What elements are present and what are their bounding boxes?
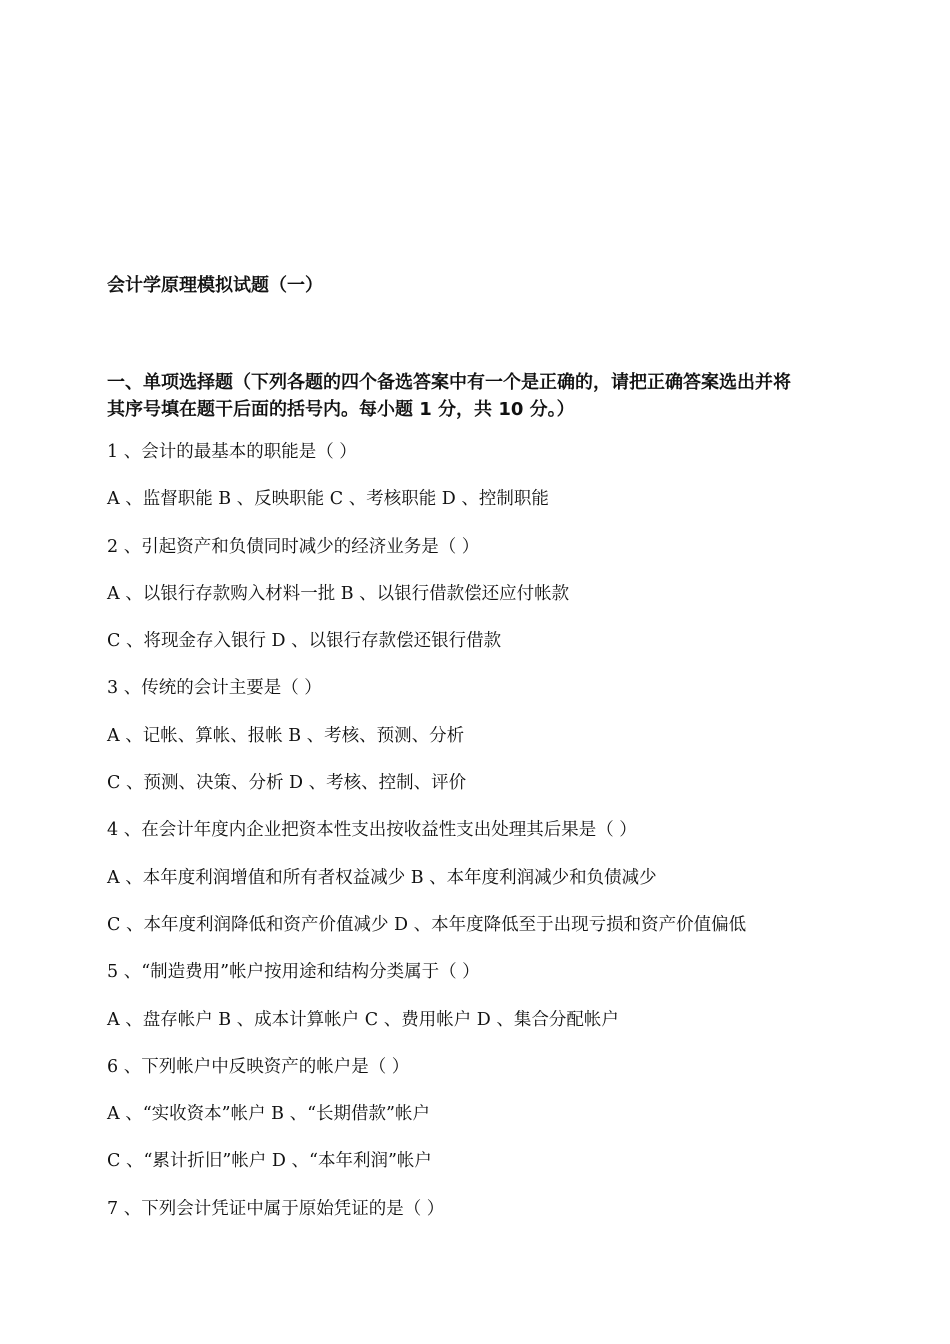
section-heading-line-2: 其序号填在题干后面的括号内。每小题 1 分，共 10 分。） — [107, 399, 575, 420]
question-2-stem: 2 、引起资产和负债同时减少的经济业务是（ ） — [107, 536, 480, 557]
page-title: 会计学原理模拟试题（一） — [107, 275, 323, 296]
question-6-options-cd: C 、“累计折旧”帐户 D 、“本年利润”帐户 — [107, 1151, 432, 1172]
question-3-stem: 3 、传统的会计主要是（ ） — [107, 678, 322, 699]
question-5-options: A 、盘存帐户 B 、成本计算帐户 C 、费用帐户 D 、集合分配帐户 — [107, 1009, 619, 1030]
question-list — [107, 438, 867, 1242]
question-6-options-ab: A 、“实收资本”帐户 B 、“长期借款”帐户 — [107, 1104, 430, 1125]
question-2-options-cd: C 、将现金存入银行 D 、以银行存款偿还银行借款 — [107, 631, 502, 652]
question-7-stem: 7 、下列会计凭证中属于原始凭证的是（ ） — [107, 1198, 445, 1219]
question-3-options-ab: A 、记帐、算帐、报帐 B 、考核、预测、分析 — [107, 725, 465, 746]
section-heading-line-1: 一、单项选择题（下列各题的四个备选答案中有一个是正确的，请把正确答案选出并将 — [107, 372, 791, 393]
question-4-options-ab: A 、本年度利润增值和所有者权益减少 B 、本年度利润减少和负债减少 — [107, 867, 657, 888]
question-3-options-cd: C 、预测、决策、分析 D 、考核、控制、评价 — [107, 773, 467, 794]
question-4-options-cd: C 、本年度利润降低和资产价值减少 D 、本年度降低至于出现亏损和资产价值偏低 — [107, 914, 747, 935]
question-5-stem: 5 、“制造费用”帐户按用途和结构分类属于（ ） — [107, 962, 480, 983]
question-1-stem: 1 、会计的最基本的职能是（ ） — [107, 442, 357, 462]
question-1-options: A 、监督职能 B 、反映职能 C 、考核职能 D 、控制职能 — [107, 489, 549, 510]
question-4-stem: 4 、在会计年度内企业把资本性支出按收益性支出处理其后果是（ ） — [107, 820, 637, 841]
section-heading — [107, 369, 847, 423]
question-6-stem: 6 、下列帐户中反映资产的帐户是（ ） — [107, 1056, 410, 1077]
question-2-options-ab: A 、以银行存款购入材料一批 B 、以银行借款偿还应付帐款 — [107, 583, 570, 604]
